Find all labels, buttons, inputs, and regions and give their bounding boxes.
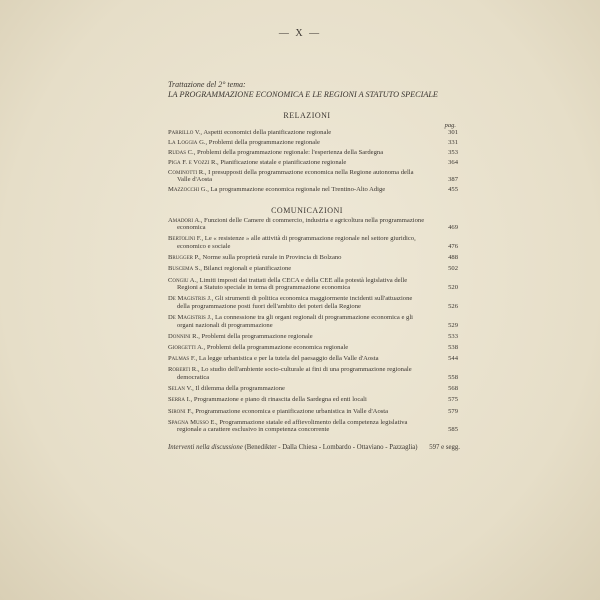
entry-page: 387 (448, 176, 458, 184)
entry-author: Parrillo V., (168, 129, 203, 136)
toc-entry (168, 295, 458, 310)
entry-author: Sironi F., (168, 407, 194, 415)
comunicazioni-heading: COMUNICAZIONI (271, 205, 343, 215)
entry-author: Piga F. e Vozzi R., (168, 158, 219, 166)
entry-page: 364 (448, 158, 458, 166)
entry-author: Donnini R., (168, 332, 200, 340)
entry-title: Limiti imposti dai trattati della CECA e della CEE alla potestà legislativa delle Regioni a Statuto speciale in tema di programmazione economica (177, 276, 408, 292)
toc-entry (168, 314, 458, 329)
entry-author: Roberti R., (168, 366, 200, 374)
entry-page: 469 (448, 224, 458, 232)
entry-page: 529 (448, 321, 458, 329)
entry-page: 538 (448, 344, 458, 352)
entry-author: Selan V., (168, 385, 194, 393)
table-of-contents (168, 80, 460, 452)
entry-title: Funzioni delle Camere di commercio, industria e agricoltura nella programmazione economica (177, 216, 425, 232)
relazioni-heading: RELAZIONI (283, 111, 331, 120)
section-intro: Trattazione del 2° tema: (168, 80, 246, 89)
entry-title: Problemi della programmazione regionale: l'esperienza della Sardegna (197, 148, 384, 156)
toc-entry (168, 276, 458, 292)
entry-author: Spagna Musso E., (168, 418, 218, 426)
interventi-names: (Benedikter - Dalla Chiesa - Lombardo - Ottaviano - Pazzaglia) (244, 444, 418, 452)
entry-author: Giorgetti A., (168, 344, 206, 352)
toc-entry (168, 265, 458, 273)
entry-author: La Loggia G., (168, 138, 208, 146)
entry-author: Congiu A., (168, 276, 198, 284)
entry-title: Bilanci regionali e pianificazione (203, 265, 292, 273)
toc-entry (168, 385, 458, 393)
entry-author: Mazzocchi G., (168, 186, 209, 194)
entry-author: Rudas C., (168, 148, 196, 156)
toc-entry (168, 138, 458, 147)
toc-entry (168, 216, 458, 232)
entry-title: Programmazione statale ed affievolimento della competenza legislativa regionale a carattere esclusivo in competenza concorrente (177, 418, 408, 434)
entry-author: Buscema S., (168, 265, 202, 273)
entry-title: Problemi della programmazione regionale (201, 332, 313, 340)
interventi-intro: Interventi nella discussione (168, 444, 243, 452)
relazioni-list (168, 129, 458, 194)
toc-entry (168, 407, 458, 416)
toc-entry (168, 366, 458, 382)
entry-page: 558 (448, 374, 458, 382)
toc-entry (168, 418, 458, 434)
entry-page: 520 (448, 284, 458, 292)
toc-entry (168, 129, 458, 137)
entry-page: 526 (448, 302, 458, 310)
entry-title: Aspetti economici della pianificazione regionale (203, 129, 332, 136)
entry-page: 488 (448, 254, 458, 262)
toc-entry (168, 186, 458, 194)
entry-page: 476 (448, 243, 458, 251)
entry-title: I presupposti della programmazione economica nella Regione autonoma della Valle d'Aosta (177, 168, 414, 184)
entry-author: De Magistris J., (168, 295, 214, 303)
toc-entry (168, 168, 458, 184)
entry-title: Programmazione economica e pianificazione urbanistica in Valle d'Aosta (195, 407, 389, 415)
entry-author: Amadori A., (168, 216, 203, 224)
toc-entry (168, 396, 458, 404)
entry-title: Problemi della programmazione regionale (208, 138, 320, 146)
pag-label: pag. (444, 122, 456, 129)
entry-author: De Magistris J., (168, 314, 214, 322)
entry-title: Pianificazione statale e pianificazione regionale (220, 158, 347, 166)
toc-entry (168, 344, 458, 352)
entry-page: 455 (448, 186, 458, 194)
entry-page: 575 (448, 396, 458, 404)
entry-page: 568 (448, 385, 458, 393)
toc-entry (168, 332, 458, 341)
entry-title: Il dilemma della programmazione (195, 385, 285, 393)
entry-page: 544 (448, 355, 458, 363)
entry-title: Problemi della programmazione economica regionale (206, 344, 349, 352)
entry-title: Lo studio dell'ambiente socio-culturale ai fini di una programmazione regionale democratica (177, 366, 412, 382)
entry-page: 585 (448, 426, 458, 434)
entry-page: 579 (448, 407, 458, 415)
toc-entry (168, 148, 458, 157)
entry-title: La connessione tra gli organi regionali di programmazione economica e gli organi nazionali di programmazione (177, 314, 413, 329)
entry-author: Cominotti R., (168, 168, 207, 176)
entry-title: La legge urbanistica e per la tutela del paesaggio della Valle d'Aosta (198, 355, 379, 363)
entry-author: Serra I., (168, 396, 193, 404)
entry-title: Norme sulla proprietà rurale in Provincia di Bolzano (202, 254, 342, 262)
toc-entry (168, 254, 458, 262)
entry-title: La programmazione economica regionale nel Trentino-Alto Adige (210, 186, 386, 194)
entry-page: 353 (448, 148, 458, 156)
entry-page: 301 (448, 129, 458, 136)
entry-title: Programmazione e piano di rinascita della Sardegna ed enti locali (193, 396, 367, 404)
entry-title: Gli strumenti di politica economica maggiormente incidenti sull'attuazione della programmazione posti fuori dell'ambito dei poteri della Regione (177, 295, 413, 310)
entry-page: 331 (448, 138, 458, 146)
toc-entry (168, 355, 458, 363)
section-title: LA PROGRAMMAZIONE ECONOMICA E LE REGIONI A STATUTO SPECIALE (168, 90, 438, 99)
entry-author: Palmas F., (168, 355, 198, 363)
toc-entry (168, 158, 458, 167)
entry-author: Brugger P., (168, 254, 201, 262)
toc-entry (168, 235, 458, 251)
entry-title: Le « resistenze » alle attività di programmazione regionale nel settore giuridico, economico e sociale (177, 235, 416, 251)
interventi-page: 597 e segg. (429, 444, 460, 452)
entry-page: 533 (448, 332, 458, 340)
entry-author: Bertolini F., (168, 235, 204, 243)
comunicazioni-list (168, 216, 458, 434)
entry-page: 502 (448, 265, 458, 273)
interventi-entry (168, 444, 460, 452)
page-folio: — X — (278, 28, 322, 39)
